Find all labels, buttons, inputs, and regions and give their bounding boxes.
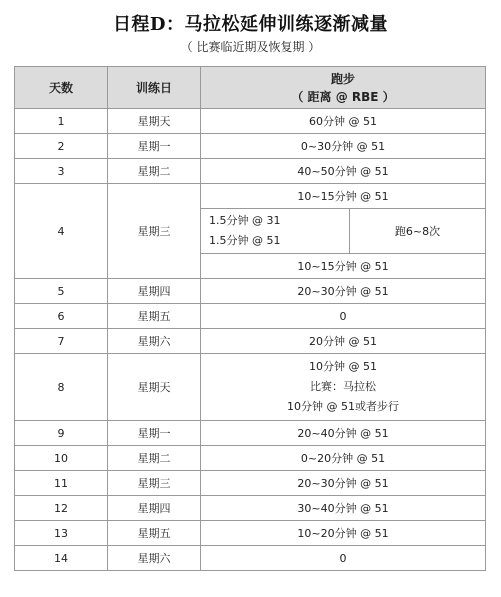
table-row (15, 421, 486, 446)
cell-run-repeat: 跑6~8次 (350, 209, 486, 254)
cell-run: 0~20分钟 @ 51 (201, 446, 486, 471)
table-row (15, 546, 486, 571)
run-line: 10分钟 @ 51或者步行 (287, 400, 399, 413)
cell-run: 0 (201, 546, 486, 571)
cell-day: 14 (15, 546, 108, 571)
schedule-table (14, 66, 486, 571)
cell-day: 5 (15, 279, 108, 304)
cell-weekday: 星期六 (108, 329, 201, 354)
cell-run: 60分钟 @ 51 (201, 109, 486, 134)
cell-weekday: 星期二 (108, 159, 201, 184)
cell-day: 9 (15, 421, 108, 446)
cell-weekday: 星期一 (108, 421, 201, 446)
cell-day: 10 (15, 446, 108, 471)
cell-day: 7 (15, 329, 108, 354)
table-row (15, 354, 486, 421)
cell-run (201, 354, 486, 421)
cell-run: 20~30分钟 @ 51 (201, 471, 486, 496)
cell-weekday: 星期四 (108, 496, 201, 521)
cell-run: 30~40分钟 @ 51 (201, 496, 486, 521)
cell-run: 40~50分钟 @ 51 (201, 159, 486, 184)
cell-run-warmup: 10~15分钟 @ 51 (201, 184, 486, 209)
cell-weekday: 星期二 (108, 446, 201, 471)
cell-weekday: 星期天 (108, 354, 201, 421)
cell-run: 20~30分钟 @ 51 (201, 279, 486, 304)
cell-weekday: 星期六 (108, 546, 201, 571)
header-weekday: 训练日 (108, 67, 201, 109)
table-row (15, 446, 486, 471)
table-row (15, 279, 486, 304)
cell-run: 10~20分钟 @ 51 (201, 521, 486, 546)
table-row (15, 159, 486, 184)
cell-weekday: 星期五 (108, 521, 201, 546)
header-run-title: 跑步 (330, 71, 355, 86)
cell-day: 13 (15, 521, 108, 546)
header-run-subtitle: （ 距离 @ RBE ） (291, 89, 395, 104)
interval-a: 1.5分钟 @ 31 (209, 214, 281, 227)
interval-b: 1.5分钟 @ 51 (209, 234, 281, 247)
cell-weekday: 星期三 (108, 184, 201, 279)
page-title: 日程D：马拉松延伸训练逐渐减量 (112, 14, 389, 35)
table-row (15, 471, 486, 496)
cell-day: 2 (15, 134, 108, 159)
table-row (15, 329, 486, 354)
table-row (15, 184, 486, 209)
cell-run: 20分钟 @ 51 (201, 329, 486, 354)
cell-day: 4 (15, 184, 108, 279)
cell-weekday: 星期三 (108, 471, 201, 496)
cell-day: 3 (15, 159, 108, 184)
cell-day: 1 (15, 109, 108, 134)
page-subtitle: （ 比赛临近期及恢复期 ） (180, 40, 321, 54)
cell-day: 6 (15, 304, 108, 329)
table-row (15, 496, 486, 521)
cell-weekday: 星期天 (108, 109, 201, 134)
table-row (15, 304, 486, 329)
cell-weekday: 星期一 (108, 134, 201, 159)
table-row (15, 109, 486, 134)
cell-day: 12 (15, 496, 108, 521)
header-run (201, 67, 486, 109)
cell-run-interval (201, 209, 350, 254)
header-day: 天数 (15, 67, 108, 109)
cell-run-cooldown: 10~15分钟 @ 51 (201, 254, 486, 279)
cell-day: 11 (15, 471, 108, 496)
cell-day: 8 (15, 354, 108, 421)
header-row (15, 67, 486, 109)
run-line: 10分钟 @ 51 (309, 360, 377, 373)
table-row (15, 521, 486, 546)
cell-weekday: 星期五 (108, 304, 201, 329)
cell-weekday: 星期四 (108, 279, 201, 304)
cell-run: 0~30分钟 @ 51 (201, 134, 486, 159)
cell-run: 0 (201, 304, 486, 329)
race-line: 比赛：马拉松 (310, 380, 376, 393)
table-row (15, 134, 486, 159)
cell-run: 20~40分钟 @ 51 (201, 421, 486, 446)
